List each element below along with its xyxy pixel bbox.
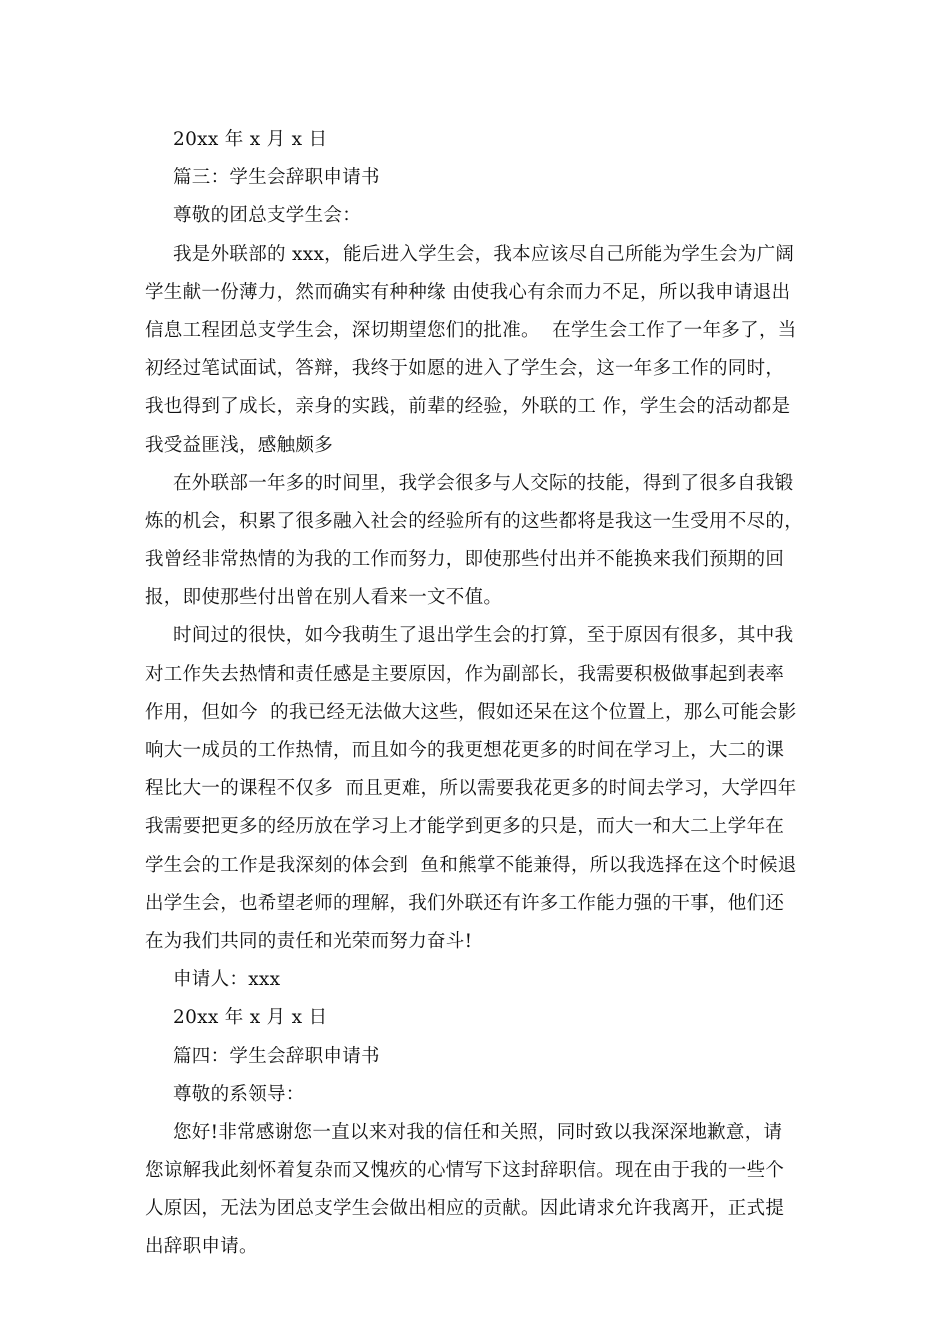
body-line: 学生会的工作是我深刻的体会到 鱼和熊掌不能兼得，所以我选择在这个时候退	[145, 854, 797, 876]
body-line: 学生献一份薄力，然而确实有种种缘 由使我心有余而力不足，所以我申请退出	[145, 281, 791, 303]
body-line: 在为我们共同的责任和光荣而努力奋斗!	[145, 930, 473, 952]
body-line: 我曾经非常热情的为我的工作而努力，即使那些付出并不能换来我们预期的回	[145, 549, 785, 571]
salutation: 尊敬的团总支学生会：	[173, 205, 362, 227]
salutation: 尊敬的系领导：	[173, 1083, 305, 1105]
body-line: 响大一成员的工作热情，而且如今的我更想花更多的时间在学习上，大二的课	[145, 740, 785, 761]
body-line: 您好!非常感谢您一直以来对我的信任和关照，同时致以我深深地歉意，请	[173, 1121, 783, 1143]
section-heading: 篇四：学生会辞职申请书	[173, 1045, 380, 1067]
body-line: 炼的机会，积累了很多融入社会的经验所有的这些都将是我这一生受用不尽的，	[145, 510, 804, 532]
body-line: 我也得到了成长，亲身的实践，前辈的经验，外联的工 作，学生会的活动都是	[145, 396, 791, 418]
body-line: 我需要把更多的经历放在学习上才能学到更多的只是，而大一和大二上学年在	[145, 816, 785, 838]
body-line: 人原因，无法为团总支学生会做出相应的贡献。因此请求允许我离开，正式提	[145, 1198, 785, 1220]
date-line: 20xx 年 x 月 x 日	[173, 129, 328, 150]
body-line: 出辞职申请。	[145, 1236, 258, 1258]
body-line: 初经过笔试面试，答辩，我终于如愿的进入了学生会，这一年多工作的同时，	[145, 358, 785, 380]
section-heading: 篇三：学生会辞职申请书	[173, 167, 380, 189]
body-line: 作用，但如今 的我已经无法做大这些，假如还呆在这个位置上，那么可能会影	[145, 701, 797, 723]
body-line: 对工作失去热情和责任感是主要原因，作为副部长，我需要积极做事起到表率	[145, 663, 785, 685]
document-body	[145, 121, 810, 1267]
body-line: 信息工程团总支学生会，深切期望您们的批准。 在学生会工作了一年多了，当	[145, 319, 797, 341]
body-line: 报，即使那些付出曾在别人看来一文不值。	[145, 587, 503, 609]
body-line: 在外联部一年多的时间里，我学会很多与人交际的技能，得到了很多自我锻	[173, 472, 794, 494]
body-line: 您谅解我此刻怀着复杂而又愧疚的心情写下这封辞职信。现在由于我的一些个	[145, 1160, 785, 1182]
body-line: 出学生会，也希望老师的理解，我们外联还有许多工作能力强的干事，他们还	[145, 892, 785, 914]
applicant-line: 申请人：xxx	[173, 969, 281, 991]
body-line: 程比大一的课程不仅多 而且更难，所以需要我花更多的时间去学习，大学四年	[145, 778, 797, 800]
body-line: 我受益匪浅，感触颇多	[145, 434, 334, 456]
body-line: 时间过的很快，如今我萌生了退出学生会的打算，至于原因有很多，其中我	[173, 625, 794, 647]
date-line: 20xx 年 x 月 x 日	[173, 1007, 328, 1029]
body-line: 我是外联部的 xxx，能后进入学生会，我本应该尽自己所能为学生会为广阔	[173, 243, 795, 265]
